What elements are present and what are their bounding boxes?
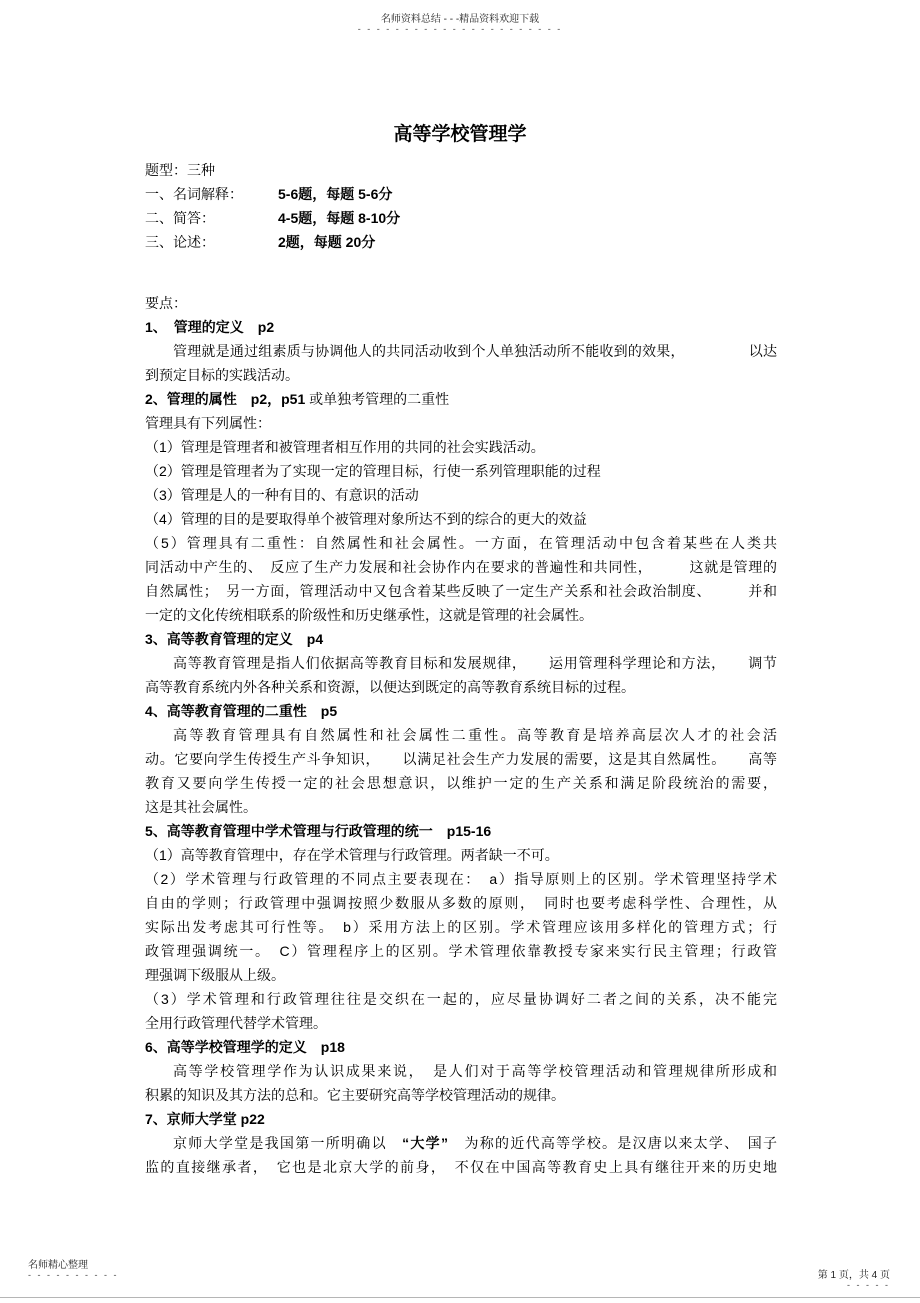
footer-watermark-text: 名师精心整理 xyxy=(28,1260,88,1271)
document-line: 政管理强调统一。 C）管理程序上的区别。学术管理依靠教授专家来实行民主管理；行政管 xyxy=(145,943,777,959)
document-line: 题型：三种 xyxy=(145,162,215,178)
document-line: 一、名词解释： 5-6题，每题 5-6分 xyxy=(145,186,393,202)
document-line: 积累的知识及其方法的总和。它主要研究高等学校管理活动的规律。 xyxy=(145,1087,565,1103)
blank-line xyxy=(145,254,777,291)
document-line: 5、高等教育管理中学术管理与行政管理的统一 p15-16 xyxy=(145,823,492,839)
document-line: 管理具有下列属性： xyxy=(145,415,271,431)
document-line: 要点： xyxy=(145,295,187,311)
document-line: 管理就是通过组素质与协调他人的共同活动收到个人单独活动所不能收到的效果， 以达 xyxy=(173,343,777,359)
header-dotted-rule: - - - - - - - - - - - - - - - - - - - - - - xyxy=(357,24,563,34)
document-line: 理强调下级服从上级。 xyxy=(145,967,285,983)
document-line: （1）管理是管理者和被管理者相互作用的共同的社会实践活动。 xyxy=(145,439,545,455)
document-body xyxy=(145,158,777,1179)
document-line: 2、管理的属性 p2，p51 或单独考管理的二重性 xyxy=(145,391,450,407)
header-watermark-text: 名师资料总结 - - -精品资料欢迎下载 xyxy=(380,14,540,25)
document-line: 动。它要向学生传授生产斗争知识， 以满足社会生产力发展的需要，这是其自然属性。 高等 xyxy=(145,751,777,767)
document-line: （3）学术管理和行政管理往往是交织在一起的，应尽量协调好二者之间的关系，决不能完 xyxy=(145,991,777,1007)
footer-right-dotted-rule: - - - - - xyxy=(847,1280,890,1290)
document-line: 自由的学则；行政管理中强调按照少数服从多数的原则， 同时也要考虑科学性、合理性，从 xyxy=(145,895,777,911)
document-line: 一定的文化传统相联系的阶级性和历史继承性，这就是管理的社会属性。 xyxy=(145,607,593,623)
document-line: 二、简答： 4-5题，每题 8-10分 xyxy=(145,210,401,226)
document-line: 到预定目标的实践活动。 xyxy=(145,367,299,383)
document-title: 高等学校管理学 xyxy=(393,124,527,145)
document-line: 7、京师大学堂 p22 xyxy=(145,1111,265,1127)
document-line: 4、高等教育管理的二重性 p5 xyxy=(145,703,338,719)
document-line: 京师大学堂是我国第一所明确以 “大学” 为称的近代高等学校。是汉唐以来太学、 国子 xyxy=(173,1135,778,1151)
document-line: 同活动中产生的、 反应了生产力发展和社会协作内在要求的普遍性和共同性， 这就是管理的 xyxy=(145,559,777,575)
document-line: （4）管理的目的是要取得单个被管理对象所达不到的综合的更大的效益 xyxy=(145,511,587,527)
document-line: 监的直接继承者， 它也是北京大学的前身， 不仅在中国高等教育史上具有继往开来的历史地 xyxy=(145,1159,777,1175)
document-line: 三、论述： 2题，每题 20分 xyxy=(145,234,376,250)
document-line: 教育又要向学生传授一定的社会思想意识，以维护一定的生产关系和满足阶段统治的需要， xyxy=(145,775,777,791)
document-line: 实际出发考虑其可行性等。 b）采用方法上的区别。学术管理应该用多样化的管理方式；行 xyxy=(145,919,777,935)
document-line: 高等学校管理学作为认识成果来说， 是人们对于高等学校管理活动和管理规律所形成和 xyxy=(173,1063,777,1079)
page-bottom-rule xyxy=(0,1297,920,1298)
footer-left-dotted-rule: - - - - - - - - - - xyxy=(28,1270,119,1280)
document-line: 3、高等教育管理的定义 p4 xyxy=(145,631,324,647)
document-line: （1）高等教育管理中，存在学术管理与行政管理。两者缺一不可。 xyxy=(145,847,559,863)
document-line: 自然属性； 另一方面，管理活动中又包含着某些反映了一定生产关系和社会政治制度、 并和 xyxy=(145,583,777,599)
document-line: 6、高等学校管理学的定义 p18 xyxy=(145,1039,345,1055)
document-line: 高等教育系统内外各种关系和资源，以便达到既定的高等教育系统目标的过程。 xyxy=(145,679,635,695)
document-line: （2）学术管理与行政管理的不同点主要表现在： a）指导原则上的区别。学术管理坚持学术 xyxy=(145,871,777,887)
document-line: 高等教育管理是指人们依据高等教育目标和发展规律， 运用管理科学理论和方法， 调节 xyxy=(173,655,777,671)
document-line: （2）管理是管理者为了实现一定的管理目标，行使一系列管理职能的过程 xyxy=(145,463,601,479)
document-line: 高等教育管理具有自然属性和社会属性二重性。高等教育是培养高层次人才的社会活 xyxy=(173,727,777,743)
document-line: （3）管理是人的一种有目的、有意识的活动 xyxy=(145,487,419,503)
document-line: 这是其社会属性。 xyxy=(145,799,257,815)
page-number: 第 1 页，共 4 页 xyxy=(817,1270,890,1281)
document-line: 1、 管理的定义 p2 xyxy=(145,319,275,335)
document-line: （5）管理具有二重性：自然属性和社会属性。一方面，在管理活动中包含着某些在人类共 xyxy=(145,535,777,551)
document-line: 全用行政管理代替学术管理。 xyxy=(145,1015,327,1031)
